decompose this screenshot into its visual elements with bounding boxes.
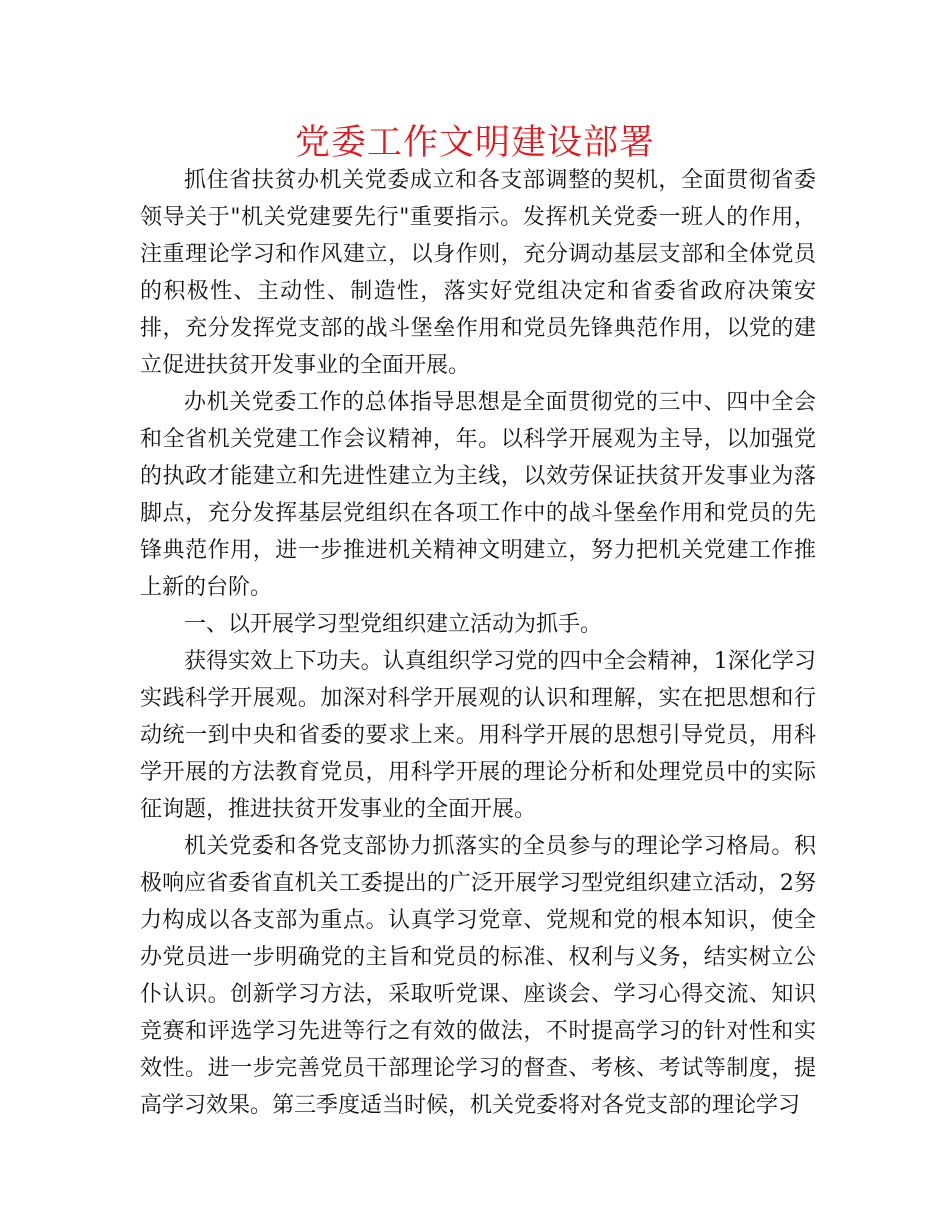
paragraph: 办机关党委工作的总体指导思想是全面贯彻党的三中、四中全会和全省机关党建工作会议精神，年。以科学开展观为主导，以加强党的执政才能建立和先进性建立为主线，以效劳保证扶贫开发事业为落脚点，充分发挥基层党组织在各项工作中的战斗堡垒作用和党员的先锋典范作用，进一步推进机关精神文明建立，努力把机关党建工作推上新的台阶。 bbox=[140, 390, 816, 600]
section-heading: 一、以开展学习型党组织建立活动为抓手。 bbox=[184, 612, 603, 637]
document-body bbox=[140, 162, 816, 1124]
paragraph: 获得实效上下功夫。认真组织学习党的四中全会精神，1深化学习实践科学开展观。加深对科学开展观的认识和理解，实在把思想和行动统一到中央和省委的要求上来。用科学开展的思想引导党员，用科学开展的方法教育党员，用科学开展的理论分析和处理党员中的实际征询题，推进扶贫开发事业的全面开展。 bbox=[140, 649, 816, 822]
paragraph: 机关党委和各党支部协力抓落实的全员参与的理论学习格局。积极响应省委省直机关工委提出的广泛开展学习型党组织建立活动，2努力构成以各支部为重点。认真学习党章、党规和党的根本知识，使全办党员进一步明确党的主旨和党员的标准、权利与义务，结实树立公仆认识。创新学习方法，采取听党课、座谈会、学习心得交流、知识竞赛和评选学习先进等行之有效的做法，不时提高学习的针对性和实效性。进一步完善党员干部理论学习的督查、考核、考试等制度，提高学习效果。第三季度适当时候，机关党委将对各党支部的理论学习 bbox=[140, 834, 816, 1118]
document-title: 党委工作文明建设部署 bbox=[294, 123, 655, 163]
paragraph: 抓住省扶贫办机关党委成立和各支部调整的契机，全面贯彻省委领导关于"机关党建要先行"重要指示。发挥机关党委一班人的作用，注重理论学习和作风建立，以身作则，充分调动基层支部和全体党员的积极性、主动性、制造性，落实好党组决定和省委省政府决策安排，充分发挥党支部的战斗堡垒作用和党员先锋典范作用，以党的建立促进扶贫开发事业的全面开展。 bbox=[140, 168, 816, 378]
